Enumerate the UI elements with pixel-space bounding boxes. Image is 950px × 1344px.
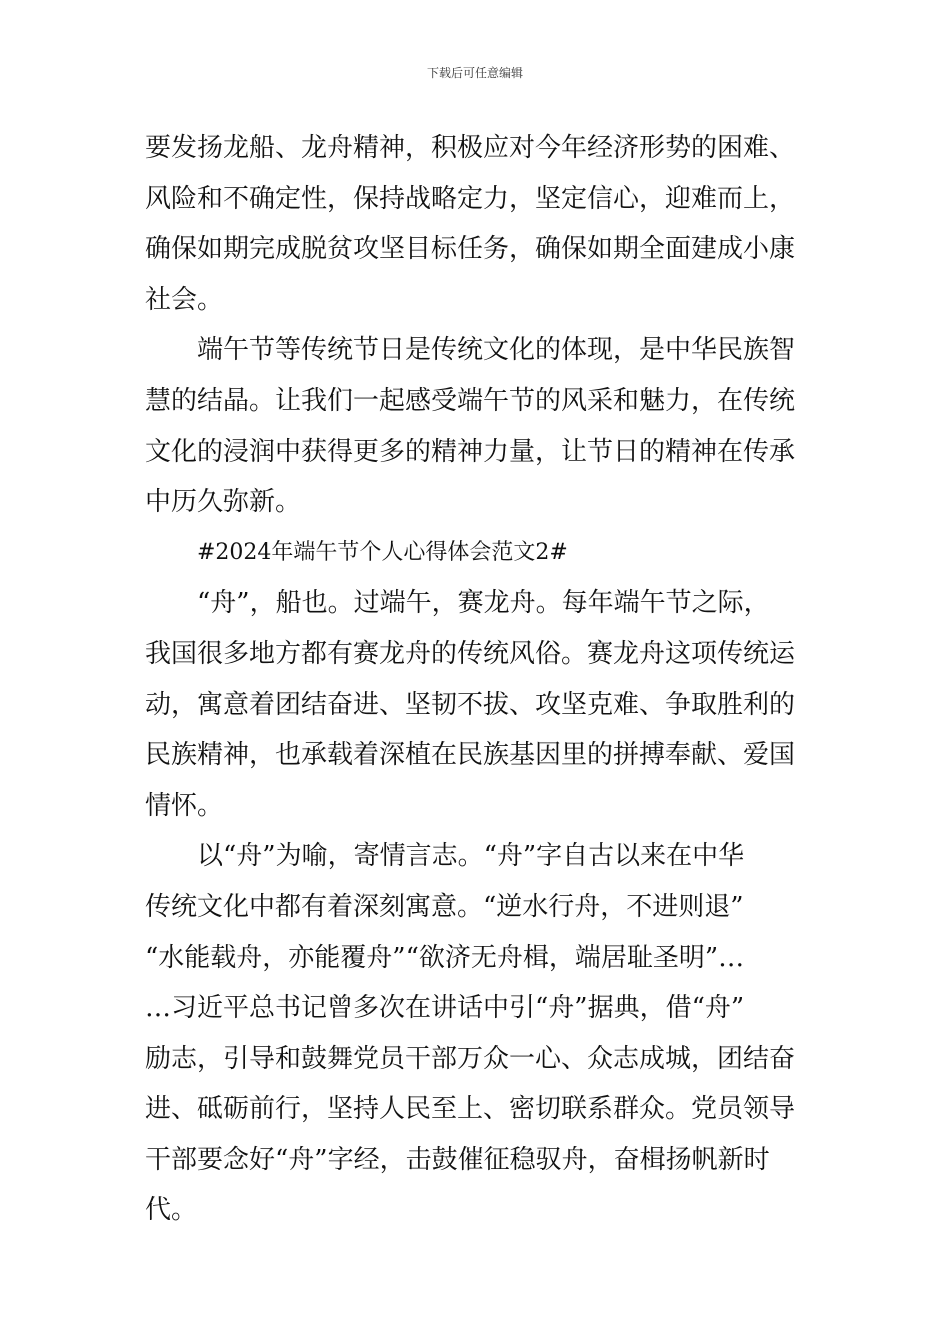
paragraph-line: …习近平总书记曾多次在讲话中引“舟”据典，借“舟” [145, 993, 745, 1024]
document-body [145, 123, 805, 1236]
paragraph-line: 进、砥砺前行，坚持人民至上、密切联系群众。党员领导 [145, 1094, 796, 1125]
paragraph-line: 风险和不确定性，保持战略定力，坚定信心，迎难而上， [145, 183, 796, 214]
paragraph-line: 代。 [145, 1195, 198, 1226]
paragraph-line: “水能载舟，亦能覆舟”“欲济无舟楫，端居耻圣明”… [145, 942, 745, 973]
paragraph-line: 社会。 [145, 284, 224, 315]
paragraph-line: 以“舟”为喻，寄情言志。“舟”字自古以来在中华 [197, 841, 745, 872]
paragraph-line: 传统文化中都有着深刻寓意。“逆水行舟，不进则退” [145, 891, 744, 922]
paragraph-line: 文化的浸润中获得更多的精神力量，让节日的精神在传承 [145, 436, 796, 467]
paragraph-line: 民族精神，也承载着深植在民族基因里的拼搏奉献、爱国 [145, 740, 796, 771]
paragraph-line: 中历久弥新。 [145, 487, 302, 518]
page-header: 下载后可任意编辑 [426, 66, 523, 80]
paragraph-line: 要发扬龙船、龙舟精神，积极应对今年经济形势的困难、 [145, 133, 796, 163]
paragraph-line: 慧的结晶。让我们一起感受端午节的风采和魅力，在传统 [145, 385, 796, 416]
paragraph-line: 确保如期完成脱贫攻坚目标任务，确保如期全面建成小康 [145, 234, 796, 265]
section-heading: #2024年端午节个人心得体会范文2# [197, 539, 568, 565]
paragraph-line: 动，寓意着团结奋进、坚韧不拔、攻坚克难、争取胜利的 [145, 689, 796, 720]
paragraph-line: 情怀。 [145, 790, 224, 821]
paragraph-line: “舟”，船也。过端午，赛龙舟。每年端午节之际， [197, 588, 770, 619]
paragraph-line: 励志，引导和鼓舞党员干部万众一心、众志成城，团结奋 [145, 1043, 796, 1074]
paragraph-line: 干部要念好“舟”字经，击鼓催征稳驭舟，奋楫扬帆新时 [145, 1144, 770, 1175]
paragraph-line: 端午节等传统节日是传统文化的体现，是中华民族智 [197, 335, 796, 366]
paragraph-line: 我国很多地方都有赛龙舟的传统风俗。赛龙舟这项传统运 [145, 638, 796, 669]
